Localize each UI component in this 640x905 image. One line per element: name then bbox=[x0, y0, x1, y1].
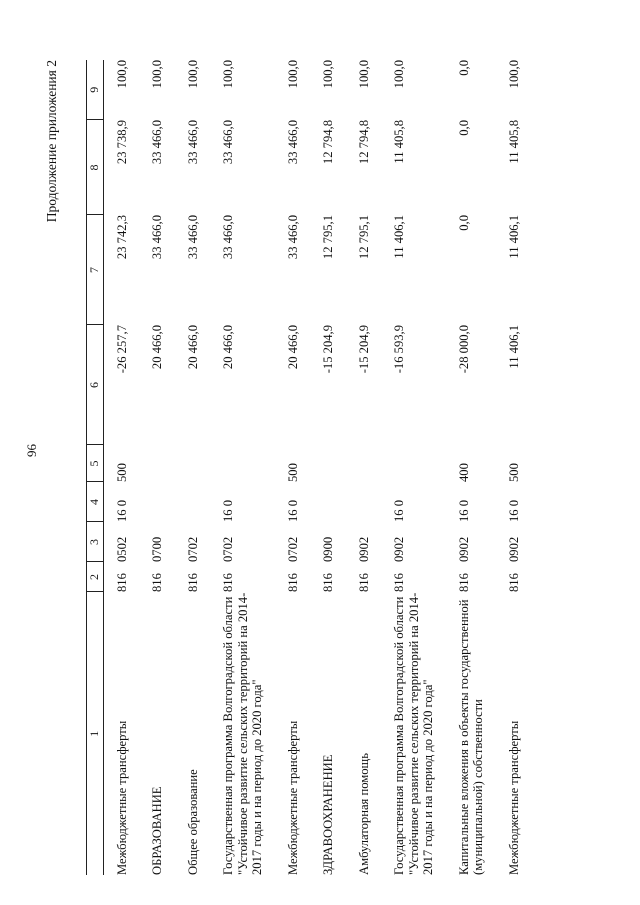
table-cell-c2: 816 bbox=[356, 573, 371, 592]
table-cell-c7: 11 406,1 bbox=[506, 215, 521, 259]
column-header: 3 bbox=[87, 522, 104, 562]
table-cell-c7: 11 406,1 bbox=[392, 215, 407, 259]
table-row bbox=[275, 60, 310, 875]
table-cell-c9: 100,0 bbox=[285, 60, 300, 89]
table-cell-c4: 16 0 bbox=[506, 499, 521, 522]
continuation-label: Продолжение приложения 2 bbox=[44, 60, 59, 223]
table-cell-c2: 816 bbox=[221, 573, 236, 592]
table-cell-c7: 33 466,0 bbox=[285, 215, 300, 260]
table-cell-c6: -28 000,0 bbox=[456, 325, 471, 374]
table-cell-c2: 816 bbox=[392, 573, 407, 592]
table-cell-c4 bbox=[139, 482, 174, 522]
table-cell-c3: 0902 bbox=[506, 536, 521, 562]
table-cell-c6: 11 406,1 bbox=[506, 325, 521, 369]
table-cell-c2: 816 bbox=[456, 573, 471, 592]
table-cell-name: Общее образование bbox=[185, 769, 200, 875]
table-cell-name: Государственная программа Волгоградской области "Устойчивое развитие сельских территорий на 2014-2017 годы и на период до 2020 года" bbox=[221, 592, 265, 875]
table-cell-c9: 100,0 bbox=[221, 60, 236, 89]
table-row bbox=[175, 60, 210, 875]
table-cell-c6: 20 466,0 bbox=[221, 325, 236, 370]
table-cell-c9: 100,0 bbox=[321, 60, 336, 89]
table-cell-c8: 12 794,8 bbox=[356, 120, 371, 165]
table-row bbox=[346, 60, 381, 875]
table-cell-c8: 0,0 bbox=[456, 120, 471, 136]
table-cell-c2: 816 bbox=[150, 573, 165, 592]
table-cell-c7: 23 742,3 bbox=[115, 215, 129, 260]
table-cell-c6: 20 466,0 bbox=[150, 325, 165, 370]
page-number: 96 bbox=[24, 444, 39, 457]
column-number-row bbox=[87, 60, 104, 875]
table-cell-c6: -16 593,9 bbox=[392, 325, 407, 374]
table-cell-c3: 0900 bbox=[321, 536, 336, 562]
table-cell-c9: 100,0 bbox=[150, 60, 165, 89]
column-header: 8 bbox=[87, 120, 104, 215]
table-cell-c8: 33 466,0 bbox=[185, 120, 200, 165]
table-row bbox=[381, 60, 445, 875]
table-cell-name: Капитальные вложения в объекты государственной (муниципальной) собственности bbox=[456, 599, 486, 875]
table-cell-c8: 11 405,8 bbox=[392, 120, 407, 164]
table-cell-c8: 12 794,8 bbox=[321, 120, 336, 165]
table-cell-c9: 100,0 bbox=[185, 60, 200, 89]
table-cell-name: Межбюджетные трансферты bbox=[285, 720, 300, 875]
table-cell-c8: 33 466,0 bbox=[150, 120, 165, 165]
table-cell-c2: 816 bbox=[321, 573, 336, 592]
table-cell-c6: -15 204,9 bbox=[356, 325, 371, 374]
table-cell-c6: -15 204,9 bbox=[321, 325, 336, 374]
table-cell-c3: 0902 bbox=[392, 536, 407, 562]
table-cell-c7: 33 466,0 bbox=[185, 215, 200, 260]
table-cell-c2: 816 bbox=[115, 573, 129, 592]
table-cell-c7: 33 466,0 bbox=[150, 215, 165, 260]
table-cell-c4: 16 0 bbox=[392, 499, 407, 522]
column-header: 4 bbox=[87, 482, 104, 522]
table-cell-c4: 16 0 bbox=[115, 499, 129, 522]
table-cell-c8: 23 738,9 bbox=[115, 120, 129, 165]
table-cell-name: ОБРАЗОВАНИЕ bbox=[150, 786, 165, 875]
table-cell-c8: 33 466,0 bbox=[221, 120, 236, 165]
table-cell-name: Государственная программа Волгоградской области "Устойчивое развитие сельских территорий на 2014-2017 годы и на период до 2020 года" bbox=[392, 592, 436, 875]
table-cell-c7: 12 795,1 bbox=[321, 215, 336, 260]
table-cell-c5 bbox=[310, 445, 345, 482]
table-row bbox=[496, 60, 531, 875]
table-row bbox=[139, 60, 174, 875]
table-cell-c7: 12 795,1 bbox=[356, 215, 371, 260]
column-header: 5 bbox=[87, 445, 104, 482]
table-cell-c5 bbox=[139, 445, 174, 482]
table-cell-c4 bbox=[175, 482, 210, 522]
table-cell-c5 bbox=[346, 445, 381, 482]
table-cell-c8: 33 466,0 bbox=[285, 120, 300, 165]
column-header: 7 bbox=[87, 215, 104, 325]
table-cell-c5: 500 bbox=[506, 463, 521, 482]
table-cell-c4 bbox=[346, 482, 381, 522]
table-cell-c9: 100,0 bbox=[115, 60, 129, 89]
table-cell-c6: 20 466,0 bbox=[185, 325, 200, 370]
table-cell-c2: 816 bbox=[285, 573, 300, 592]
table-cell-name: Межбюджетные трансферты bbox=[506, 720, 521, 875]
table-cell-c7: 33 466,0 bbox=[221, 215, 236, 260]
table-cell-c5 bbox=[175, 445, 210, 482]
column-header: 1 bbox=[87, 592, 104, 875]
table-cell-c8: 11 405,8 bbox=[506, 120, 521, 164]
table-cell-c5 bbox=[210, 445, 274, 482]
table-cell-c5 bbox=[381, 445, 445, 482]
table-cell-c3: 0702 bbox=[285, 536, 300, 562]
table-cell-c2: 816 bbox=[185, 573, 200, 592]
budget-table bbox=[86, 60, 531, 875]
table-cell-c9: 0,0 bbox=[456, 60, 471, 76]
table-row bbox=[310, 60, 345, 875]
table-cell-name: Межбюджетные трансферты bbox=[115, 720, 129, 875]
table-cell-c3: 0702 bbox=[221, 536, 236, 562]
table-row bbox=[446, 60, 496, 875]
table-cell-c3: 0502 bbox=[115, 536, 129, 562]
column-header: 6 bbox=[87, 325, 104, 445]
table-cell-c4 bbox=[310, 482, 345, 522]
table-cell-c9: 100,0 bbox=[392, 60, 407, 89]
table-cell-c3: 0700 bbox=[150, 536, 165, 562]
table-cell-c6: 20 466,0 bbox=[285, 325, 300, 370]
table-cell-c9: 100,0 bbox=[356, 60, 371, 89]
column-header: 2 bbox=[87, 562, 104, 592]
table-cell-c6: -26 257,7 bbox=[115, 325, 129, 374]
table-cell-c4: 16 0 bbox=[456, 499, 471, 522]
table-cell-c3: 0902 bbox=[356, 536, 371, 562]
table-row bbox=[210, 60, 274, 875]
table-cell-c7: 0,0 bbox=[456, 215, 471, 231]
table-row bbox=[104, 60, 140, 875]
table-cell-c5: 400 bbox=[456, 463, 471, 482]
table-cell-c4: 16 0 bbox=[285, 499, 300, 522]
column-header: 9 bbox=[87, 60, 104, 120]
table-cell-c9: 100,0 bbox=[506, 60, 521, 89]
table-cell-c3: 0902 bbox=[456, 536, 471, 562]
table-cell-c3: 0702 bbox=[185, 536, 200, 562]
table-cell-c4: 16 0 bbox=[221, 499, 236, 522]
table-cell-c5: 500 bbox=[115, 463, 129, 482]
table-cell-name: Амбулаторная помощь bbox=[356, 753, 371, 875]
table-cell-c5: 500 bbox=[285, 463, 300, 482]
table-cell-c2: 816 bbox=[506, 573, 521, 592]
table-cell-name: ЗДРАВООХРАНЕНИЕ bbox=[321, 754, 336, 875]
